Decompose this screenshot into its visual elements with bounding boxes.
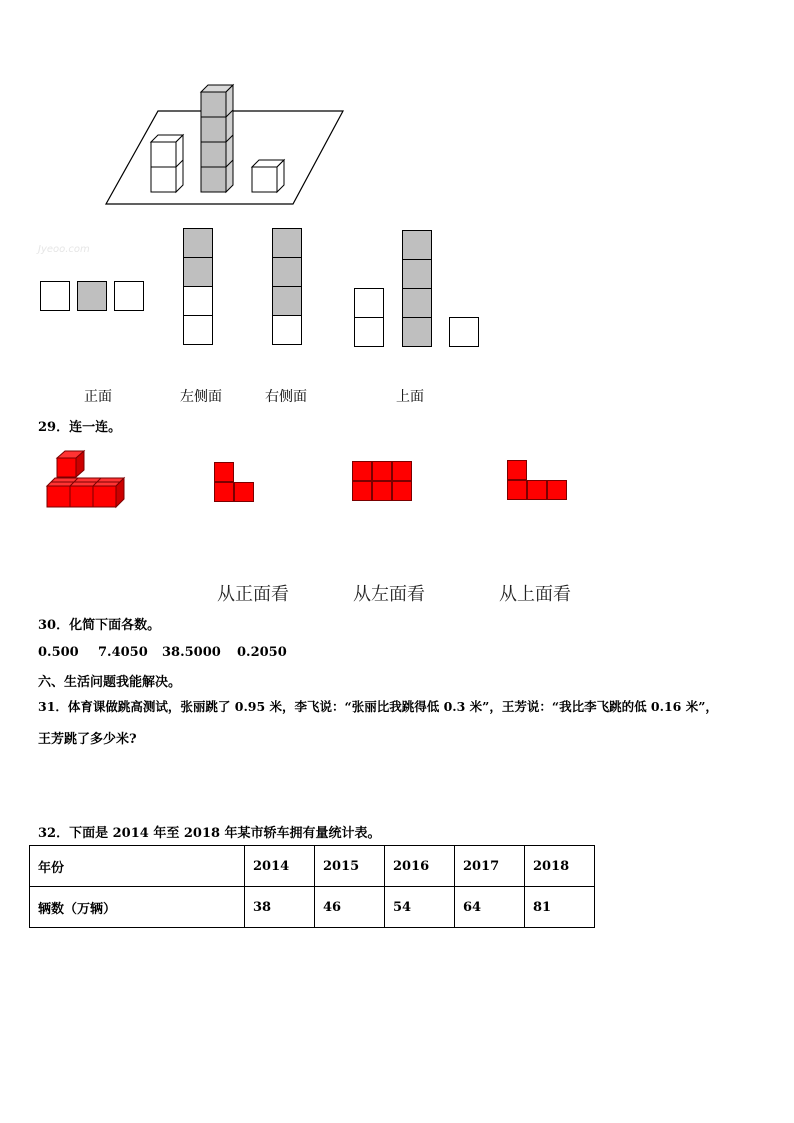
- view-square: [272, 257, 302, 287]
- view-square: [114, 281, 144, 311]
- question-31-line1: 31．体育课做跳高测试，张丽跳了 0.95 米，李飞说：“张丽比我跳得低 0.3 米”，王芳说：“我比李飞跳的低 0.16 米”，: [38, 699, 718, 714]
- red-cell: [547, 480, 567, 500]
- number-item: 0.2050: [237, 645, 287, 660]
- table-cell: 2018: [525, 846, 595, 887]
- red-cell: [372, 461, 392, 481]
- from-left-label: 从左面看: [353, 584, 425, 605]
- table-cell: 2014: [245, 846, 315, 887]
- view-square: [402, 230, 432, 260]
- question-30-title: 30．化简下面各数。: [38, 618, 161, 633]
- view-square: [40, 281, 70, 311]
- section-6-title: 六、生活问题我能解决。: [38, 675, 182, 690]
- view-square: [354, 288, 384, 318]
- top-view-label: 上面: [396, 389, 424, 405]
- red-cell: [372, 481, 392, 501]
- red-cell: [527, 480, 547, 500]
- view-square: [449, 317, 479, 347]
- view-square: [183, 228, 213, 258]
- red-block-3d-figure: [45, 448, 127, 510]
- red-cell: [234, 482, 254, 502]
- table-cell: 64: [455, 887, 525, 928]
- red-cell: [507, 460, 527, 480]
- table-cell: 54: [385, 887, 455, 928]
- table-cell: 46: [315, 887, 385, 928]
- left-side-view-label: 左侧面: [180, 389, 222, 405]
- question-31-line2: 王芳跳了多少米?: [38, 732, 137, 747]
- table-row: [30, 887, 595, 928]
- question-29-title: 29．连一连。: [38, 420, 122, 435]
- question-32-title: 32．下面是 2014 年至 2018 年某市轿车拥有量统计表。: [38, 826, 381, 841]
- view-square: [272, 315, 302, 345]
- red-cell: [214, 482, 234, 502]
- red-cell: [392, 461, 412, 481]
- red-cell: [507, 480, 527, 500]
- right-side-view-label: 右侧面: [265, 389, 307, 405]
- view-square: [272, 228, 302, 258]
- table-header-cell: 年份: [30, 846, 245, 887]
- number-item: 7.4050: [98, 645, 148, 660]
- view-square: [272, 286, 302, 316]
- cube-stack-3d-figure: [100, 80, 350, 210]
- table-cell: 2016: [385, 846, 455, 887]
- red-cell: [214, 462, 234, 482]
- watermark: Jyeoo.com: [38, 244, 90, 255]
- view-square: [402, 317, 432, 347]
- number-item: 0.500: [38, 645, 79, 660]
- table-header-cell: 辆数（万辆）: [30, 887, 245, 928]
- view-square: [402, 288, 432, 318]
- view-square: [402, 259, 432, 289]
- view-square: [183, 257, 213, 287]
- table-row: [30, 846, 595, 887]
- red-cell: [352, 461, 372, 481]
- table-cell: 38: [245, 887, 315, 928]
- table-cell: 81: [525, 887, 595, 928]
- table-cell: 2015: [315, 846, 385, 887]
- number-item: 38.5000: [162, 645, 221, 660]
- red-cell: [352, 481, 372, 501]
- view-square: [183, 315, 213, 345]
- from-top-label: 从上面看: [499, 584, 571, 605]
- red-cell: [392, 481, 412, 501]
- table-cell: 2017: [455, 846, 525, 887]
- view-square: [183, 286, 213, 316]
- view-square: [77, 281, 107, 311]
- car-ownership-table: [29, 845, 595, 928]
- front-view-label: 正面: [84, 389, 112, 405]
- view-square: [354, 317, 384, 347]
- from-front-label: 从正面看: [217, 584, 289, 605]
